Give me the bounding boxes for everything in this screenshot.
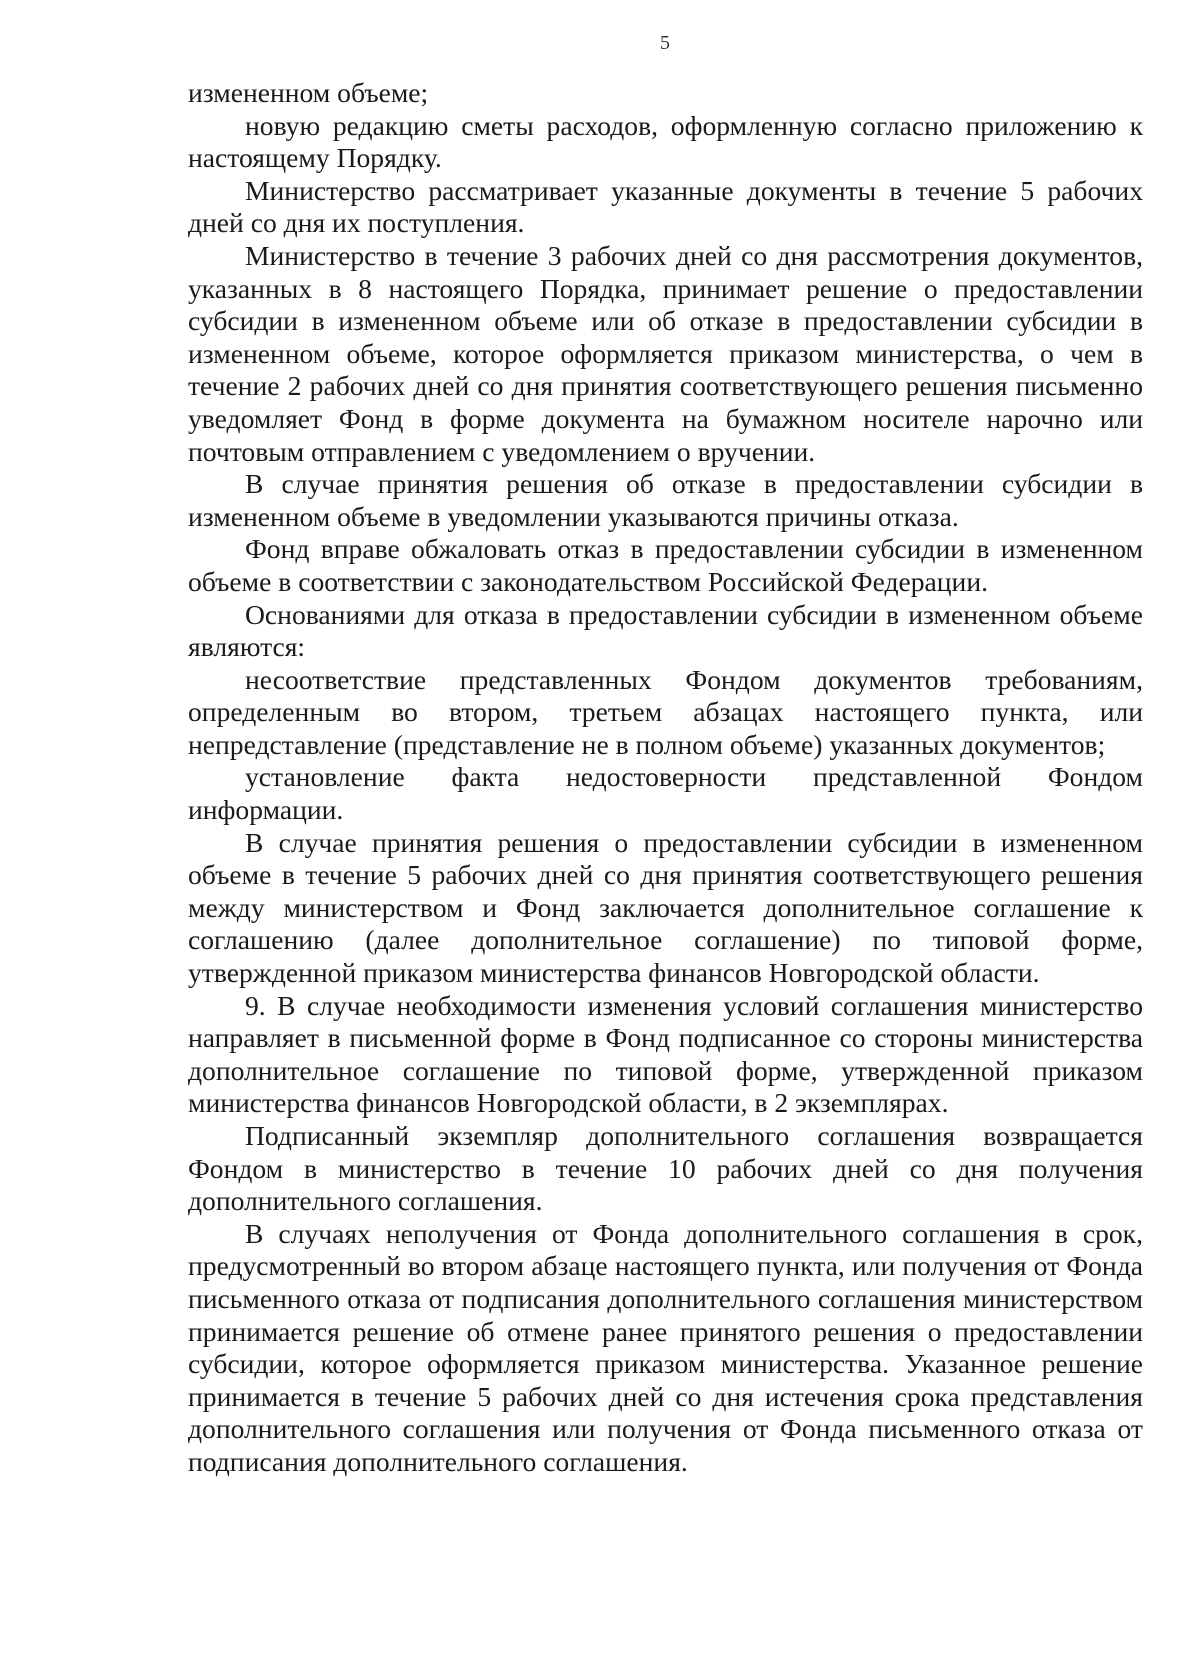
document-body [188,77,1143,1479]
paragraph: установление факта недостоверности представленной Фондом информации. [188,761,1143,826]
page-number: 5 [660,32,670,54]
paragraph: Министерство в течение 3 рабочих дней со дня рассмотрения документов, указанных в 8 настоящего Порядка, принимает решение о предоставлении субсидии в измененном объеме или об отказе в предоставлении субсидии в измененном объеме, которое оформляется приказом министерства, о чем в течение 2 рабочих дней со дня принятия соответствующего решения письменно уведомляет Фонд в форме документа на бумажном носителе нарочно или почтовым отправлением с уведомлением о вручении. [188,239,1143,467]
paragraph: Министерство рассматривает указанные документы в течение 5 рабочих дней со дня их поступления. [188,174,1143,239]
paragraph: В случаях неполучения от Фонда дополнительного соглашения в срок, предусмотренный во втором абзаце настоящего пункта, или получения от Фонда письменного отказа от подписания дополнительного соглашения министерством принимается решение об отмене ранее принятого решения о предоставлении субсидии, которое оформляется приказом министерства. Указанное решение принимается в течение 5 рабочих дней со дня истечения срока представления дополнительного соглашения или получения от Фонда письменного отказа от подписания дополнительного соглашения. [188,1217,1143,1477]
paragraph: новую редакцию сметы расходов, оформленную согласно приложению к настоящему Порядку. [188,109,1143,174]
paragraph: Подписанный экземпляр дополнительного соглашения возвращается Фондом в министерство в течение 10 рабочих дней со дня получения дополнительного соглашения. [188,1120,1143,1217]
paragraph: несоответствие представленных Фондом документов требованиям, определенным во втором, третьем абзацах настоящего пункта, или непредставление (представление не в полном объеме) указанных документов; [188,663,1143,760]
paragraph: 9. В случае необходимости изменения условий соглашения министерство направляет в письменной форме в Фонд подписанное со стороны министерства дополнительное соглашение по типовой форме, утвержденной приказом министерства финансов Новгородской области, в 2 экземплярах. [188,989,1143,1119]
paragraph: Основаниями для отказа в предоставлении субсидии в измененном объеме являются: [188,598,1143,663]
paragraph: В случае принятия решения об отказе в предоставлении субсидии в измененном объеме в уведомлении указываются причины отказа. [188,468,1143,532]
paragraph: измененном объеме; [188,77,429,108]
paragraph: В случае принятия решения о предоставлении субсидии в измененном объеме в течение 5 рабочих дней со дня принятия соответствующего решения между министерством и Фонд заключается дополнительное соглашение к соглашению (далее дополнительное соглашение) по типовой форме, утвержденной приказом министерства финансов Новгородской области. [188,826,1143,989]
paragraph: Фонд вправе обжаловать отказ в предоставлении субсидии в измененном объеме в соответствии с законодательством Российской Федерации. [188,533,1143,597]
